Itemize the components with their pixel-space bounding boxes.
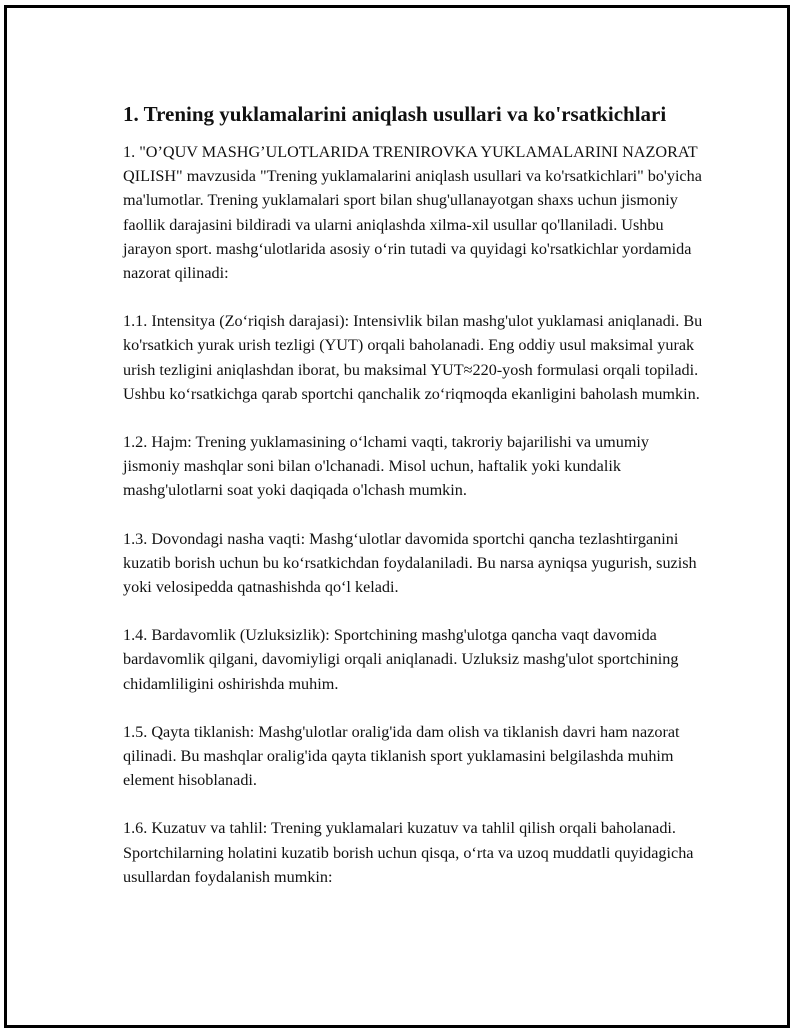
paragraph-intensity: 1.1. Intensitya (Zo‘riqish darajasi): Intensivlik bilan mashg'ulot yuklamasi aniqlanadi. Bu ko'rsatkich yurak urish tezligi (YUT) orqali baholanadi. Eng oddiy usul maksimal yurak urish tezligini aniqlashdan iborat, bu maksimal YUT≈220-yosh formulasi orqali topiladi. Ushbu ko‘rsatkichga qarab sportchi qanchalik zo‘riqmoqda ekanligini baholash mumkin. [123,312,703,403]
paragraph-recovery: 1.5. Qayta tiklanish: Mashg'ulotlar oralig'ida dam olish va tiklanish davri ham nazorat qilinadi. Bu mashqlar oralig'ida qayta tiklanish sport yuklamasini belgilashda muhim element hisoblanadi. [123,722,680,790]
document-page [4,5,790,1028]
document-title: 1. Trening yuklamalarini aniqlash usullari va ko'rsatkichlari [123,102,667,126]
intro-paragraph: 1. "O’QUV MASHG’ULOTLARIDA TRENIROVKA YUKLAMALARINI NAZORAT QILISH" mavzusida "Trening yuklamalarini aniqlash usullari va ko'rsatkichlari" bo'yicha ma'lumotlar. Trening yuklamalari sport bilan shug'ullanayotgan shaxs uchun jismoniy faollik darajasini bildiradi va ularni aniqlashda xilma-xil usullar qo'llaniladi. Ushbu jarayon sport. mashg‘ulotlarida asosiy o‘rin tutadi va quyidagi ko'rsatkichlar yordamida nazorat qilinadi: [123,143,702,283]
paragraph-volume: 1.2. Hajm: Trening yuklamasining o‘lchami vaqti, takroriy bajarilishi va umumiy jismoniy mashqlar soni bilan o'lchanadi. Misol uchun, haftalik yoki kundalik mashg'ulotlarni soat yoki daqiqada o'lchash mumkin. [123,433,650,500]
paragraph-continuity: 1.4. Bardavomlik (Uzluksizlik): Sportchining mashg'ulotga qancha vaqt davomida bardavomlik qilgani, davomiyligi orqali aniqlanadi. Uzluksiz mashg'ulot sportchining chidamliligini oshirishda muhim. [123,626,679,693]
paragraph-monitoring: 1.6. Kuzatuv va tahlil: Trening yuklamalari kuzatuv va tahlil qilish orqali baholanadi. Sportchilarning holatini kuzatib borish uchun qisqa, o‘rta va uzoq muddatli quyidagicha usullardan foydalanish mumkin: [123,819,694,886]
document-content [123,100,703,913]
paragraph-pace-time: 1.3. Dovondagi nasha vaqti: Mashg‘ulotlar davomida sportchi qancha tezlashtirganini kuzatib borish uchun bu ko‘rsatkichdan foydalaniladi. Bu narsa ayniqsa yugurish, suzish yoki velosipedda qatnashishda qo‘l keladi. [123,529,697,597]
